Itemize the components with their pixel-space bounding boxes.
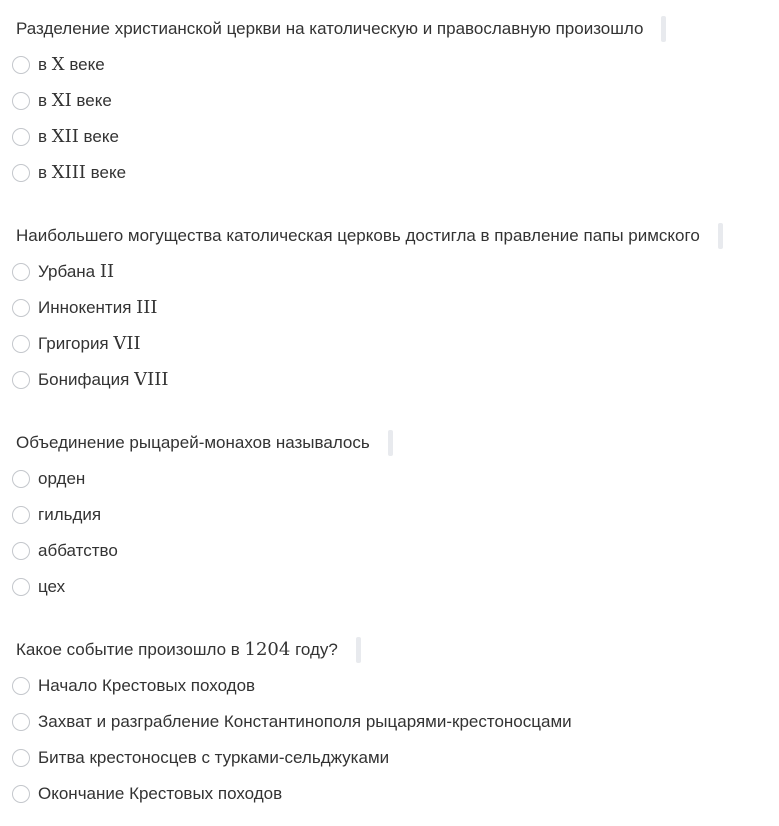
answer-option[interactable]	[12, 259, 114, 285]
question-title-text: Объединение рыцарей-монахов называлось	[16, 433, 370, 452]
option-label: Битва крестоносцев с турками-сельджуками	[38, 748, 390, 767]
answer-option[interactable]	[12, 88, 112, 114]
question-title-text: Разделение христианской церкви на католическую и православную произошло	[16, 19, 644, 38]
option-label: в XIII веке	[38, 162, 127, 183]
question-marker	[661, 16, 666, 42]
radio-button[interactable]	[12, 371, 30, 389]
option-label: Начало Крестовых походов	[38, 676, 256, 695]
option-label: Окончание Крестовых походов	[38, 784, 283, 803]
answer-option[interactable]	[12, 52, 105, 78]
question-title-text: Какое событие произошло в 1204 году?	[16, 639, 338, 660]
radio-button[interactable]	[12, 785, 30, 803]
answer-option[interactable]	[12, 331, 141, 357]
radio-button[interactable]	[12, 749, 30, 767]
option-label: в X веке	[38, 54, 105, 75]
option-label: в XII веке	[38, 126, 119, 147]
question-title	[16, 637, 361, 663]
option-label: орден	[38, 469, 86, 488]
option-label: в XI веке	[38, 90, 112, 111]
answer-option[interactable]	[12, 781, 282, 807]
radio-button[interactable]	[12, 92, 30, 110]
question-title-text: Наибольшего могущества католическая церковь достигла в правление папы римского	[16, 226, 700, 245]
question-marker	[718, 223, 723, 249]
answer-option[interactable]	[12, 295, 157, 321]
answer-option[interactable]	[12, 538, 118, 564]
answer-option[interactable]	[12, 367, 168, 393]
answer-option[interactable]	[12, 466, 85, 492]
option-label: гильдия	[38, 505, 102, 524]
radio-button[interactable]	[12, 335, 30, 353]
answer-option[interactable]	[12, 502, 101, 528]
option-label: Захват и разграбление Константинополя рыцарями-крестоносцами	[38, 712, 572, 731]
question-title	[16, 223, 723, 249]
radio-button[interactable]	[12, 713, 30, 731]
radio-button[interactable]	[12, 263, 30, 281]
radio-button[interactable]	[12, 506, 30, 524]
answer-option[interactable]	[12, 745, 389, 771]
radio-button[interactable]	[12, 470, 30, 488]
radio-button[interactable]	[12, 128, 30, 146]
answer-option[interactable]	[12, 709, 572, 735]
question-marker	[388, 430, 393, 456]
answer-option[interactable]	[12, 160, 126, 186]
option-label: Урбана II	[38, 261, 115, 282]
radio-button[interactable]	[12, 164, 30, 182]
radio-button[interactable]	[12, 299, 30, 317]
option-label: Бонифация VIII	[38, 369, 169, 390]
option-label: Григория VII	[38, 333, 141, 354]
radio-button[interactable]	[12, 56, 30, 74]
option-label: цех	[38, 577, 66, 596]
radio-button[interactable]	[12, 542, 30, 560]
answer-option[interactable]	[12, 124, 119, 150]
question-title	[16, 430, 393, 456]
option-label: аббатство	[38, 541, 118, 560]
answer-option[interactable]	[12, 574, 65, 600]
radio-button[interactable]	[12, 677, 30, 695]
question-title	[16, 16, 666, 42]
option-label: Иннокентия III	[38, 297, 158, 318]
year-number: 1204	[244, 639, 291, 660]
answer-option[interactable]	[12, 673, 255, 699]
question-marker	[356, 637, 361, 663]
radio-button[interactable]	[12, 578, 30, 596]
